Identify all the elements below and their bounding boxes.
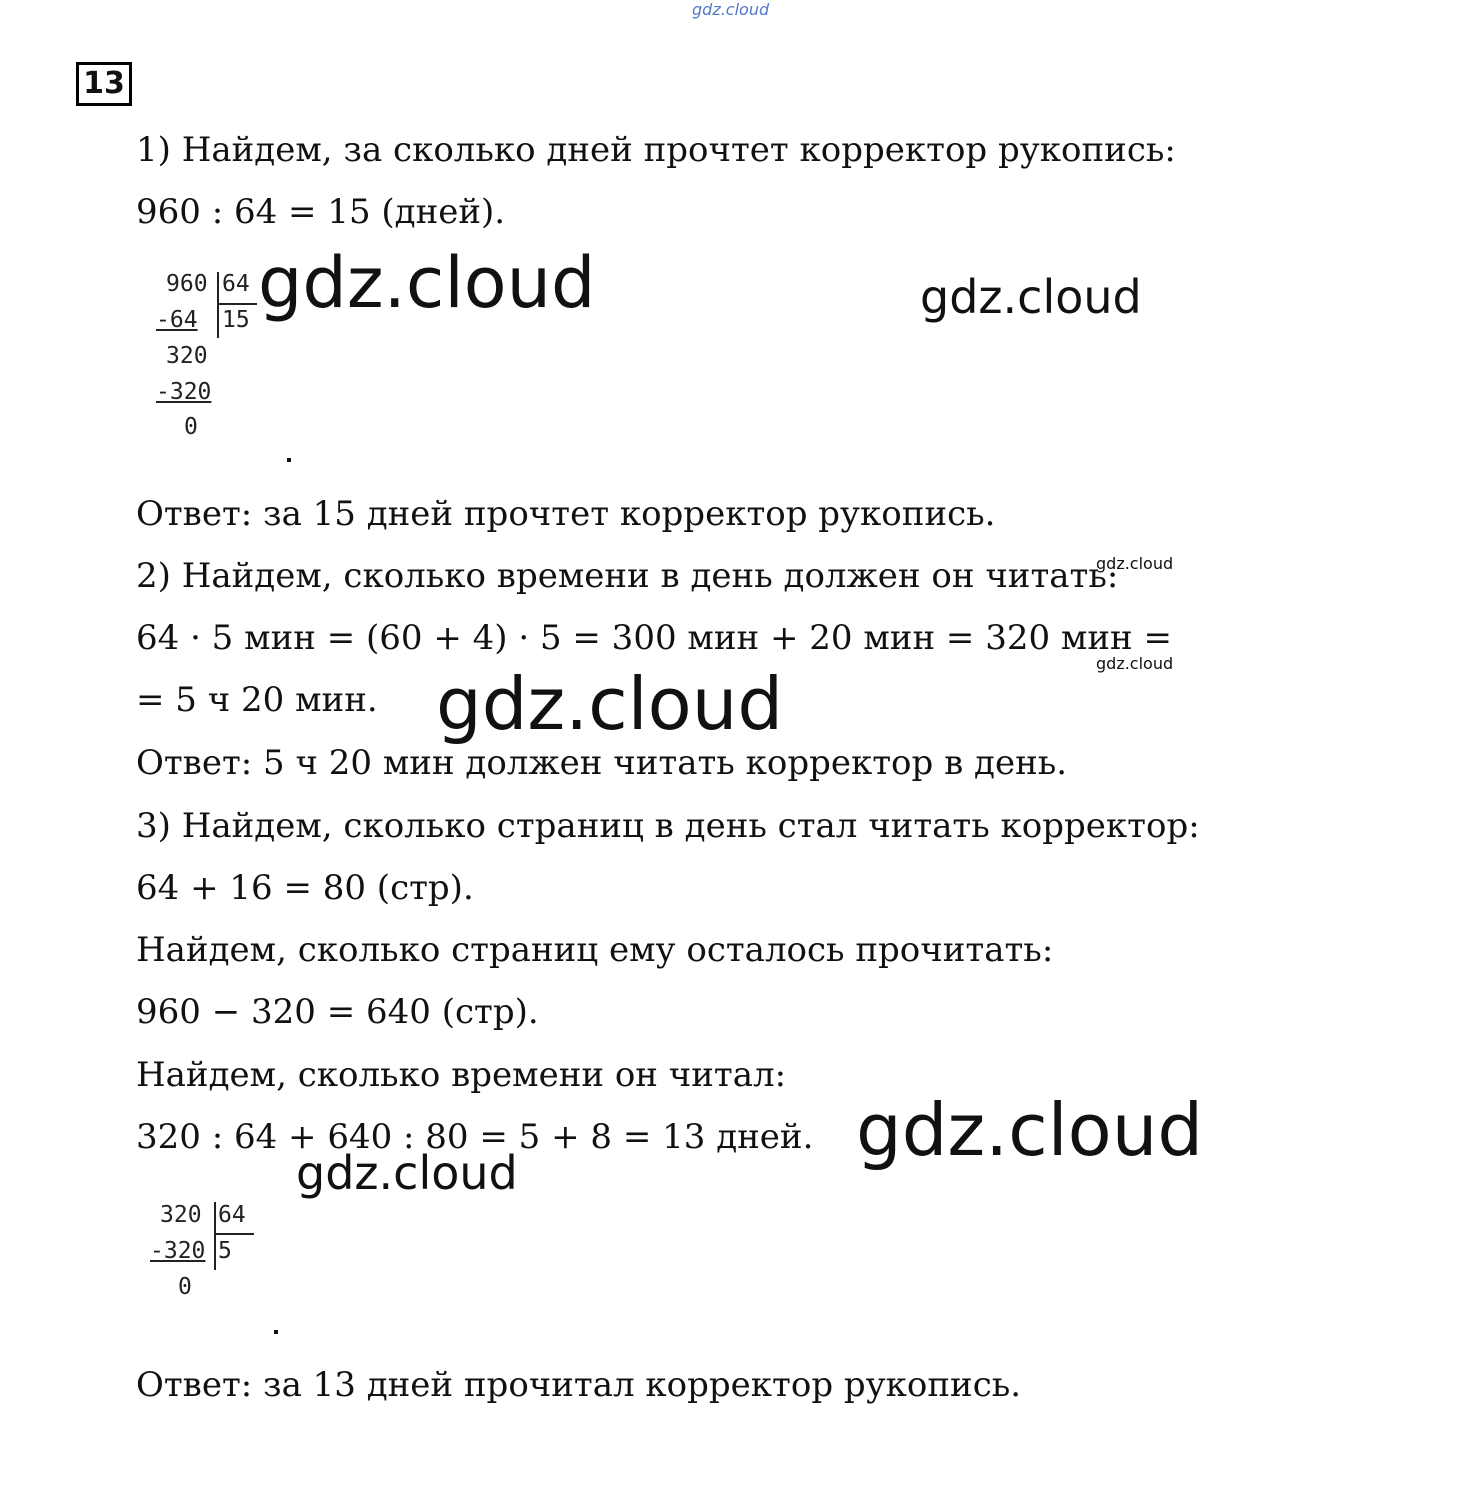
watermark-tiny-1: gdz.cloud xyxy=(1096,554,1174,573)
watermark-tiny-2: gdz.cloud xyxy=(1096,654,1174,673)
step-4-equation: 960 − 320 = 640 (стр). xyxy=(136,992,539,1032)
div1-subtrahend-1: -64 xyxy=(156,307,198,333)
answer-1: Ответ: за 15 дней прочтет корректор рукопись. xyxy=(136,494,996,534)
div2-quotient: 5 xyxy=(218,1238,232,1264)
watermark-main-3: gdz.cloud xyxy=(436,662,784,746)
div1-dividend: 960 xyxy=(166,271,208,297)
watermark-main-4: gdz.cloud xyxy=(856,1088,1204,1172)
watermark-main-5: gdz.cloud xyxy=(296,1146,518,1200)
watermark-top: gdz.cloud xyxy=(692,0,770,19)
div1-divisor: 64 xyxy=(222,271,250,297)
step-2-equation: 64 · 5 мин = (60 + 4) · 5 = 300 мин + 20 мин = 320 мин = xyxy=(136,618,1172,658)
div1-result: 0 xyxy=(184,414,198,440)
step-2-equation-cont: = 5 ч 20 мин. xyxy=(136,680,378,720)
dot-1 xyxy=(287,458,291,462)
step-1-equation: 960 : 64 = 15 (дней). xyxy=(136,192,506,232)
step-5-equation: 320 : 64 + 640 : 80 = 5 + 8 = 13 дней. xyxy=(136,1117,814,1157)
div2-subtrahend-1: -320 xyxy=(150,1238,206,1264)
task-number-badge: 13 xyxy=(76,62,132,106)
watermark-main-1: gdz.cloud xyxy=(258,242,596,324)
watermark-main-2: gdz.cloud xyxy=(920,270,1142,324)
step-3-equation: 64 + 16 = 80 (стр). xyxy=(136,868,474,908)
div2-divisor: 64 xyxy=(218,1202,246,1228)
step-3-heading: 3) Найдем, сколько страниц в день стал читать корректор: xyxy=(136,806,1200,846)
step-2-heading: 2) Найдем, сколько времени в день должен он читать: xyxy=(136,556,1119,596)
step-5-heading: Найдем, сколько времени он читал: xyxy=(136,1055,787,1095)
answer-3: Ответ: за 13 дней прочитал корректор рукопись. xyxy=(136,1365,1022,1405)
div1-remainder-1: 320 xyxy=(166,343,208,369)
div1-quotient: 15 xyxy=(222,307,250,333)
div2-result: 0 xyxy=(178,1274,192,1300)
step-1-heading: 1) Найдем, за сколько дней прочтет корректор рукопись: xyxy=(136,130,1176,170)
div1-subtrahend-2: -320 xyxy=(156,379,212,405)
dot-2 xyxy=(274,1330,278,1334)
answer-2: Ответ: 5 ч 20 мин должен читать корректор в день. xyxy=(136,743,1068,783)
div2-dividend: 320 xyxy=(160,1202,202,1228)
step-4-heading: Найдем, сколько страниц ему осталось прочитать: xyxy=(136,930,1054,970)
